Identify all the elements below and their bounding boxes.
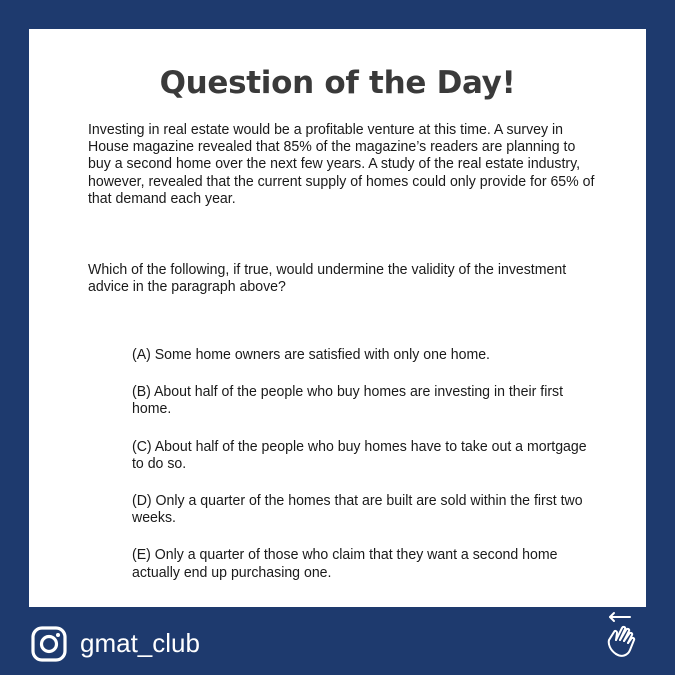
page-title: Question of the Day! (159, 65, 516, 101)
swipe-hand-icon (602, 610, 646, 662)
question-card (29, 29, 646, 607)
option-a: (A) Some home owners are satisfied with only one home. (132, 346, 490, 363)
question-prompt: Which of the following, if true, would undermine the validity of the investment advice in the paragraph above? (88, 261, 567, 296)
instagram-icon[interactable] (31, 626, 67, 662)
question-passage: Investing in real estate would be a profitable venture at this time. A survey in House magazine revealed that 85% of the magazine’s readers are planning to buy a second home over the next few years. A study of the real estate industry, however, revealed that the current supply of homes could only provide for 65% of that demand each year. (88, 121, 595, 207)
instagram-handle[interactable]: gmat_club (80, 628, 200, 658)
option-c: (C) About half of the people who buy homes have to take out a mortgage to do so. (132, 437, 587, 472)
option-d: (D) Only a quarter of the homes that are built are sold within the first two weeks. (132, 492, 583, 527)
option-b: (B) About half of the people who buy homes are investing in their first home. (132, 383, 564, 418)
option-e: (E) Only a quarter of those who claim that they want a second home actually end up purchasing one. (132, 546, 558, 581)
answer-options (132, 346, 588, 601)
